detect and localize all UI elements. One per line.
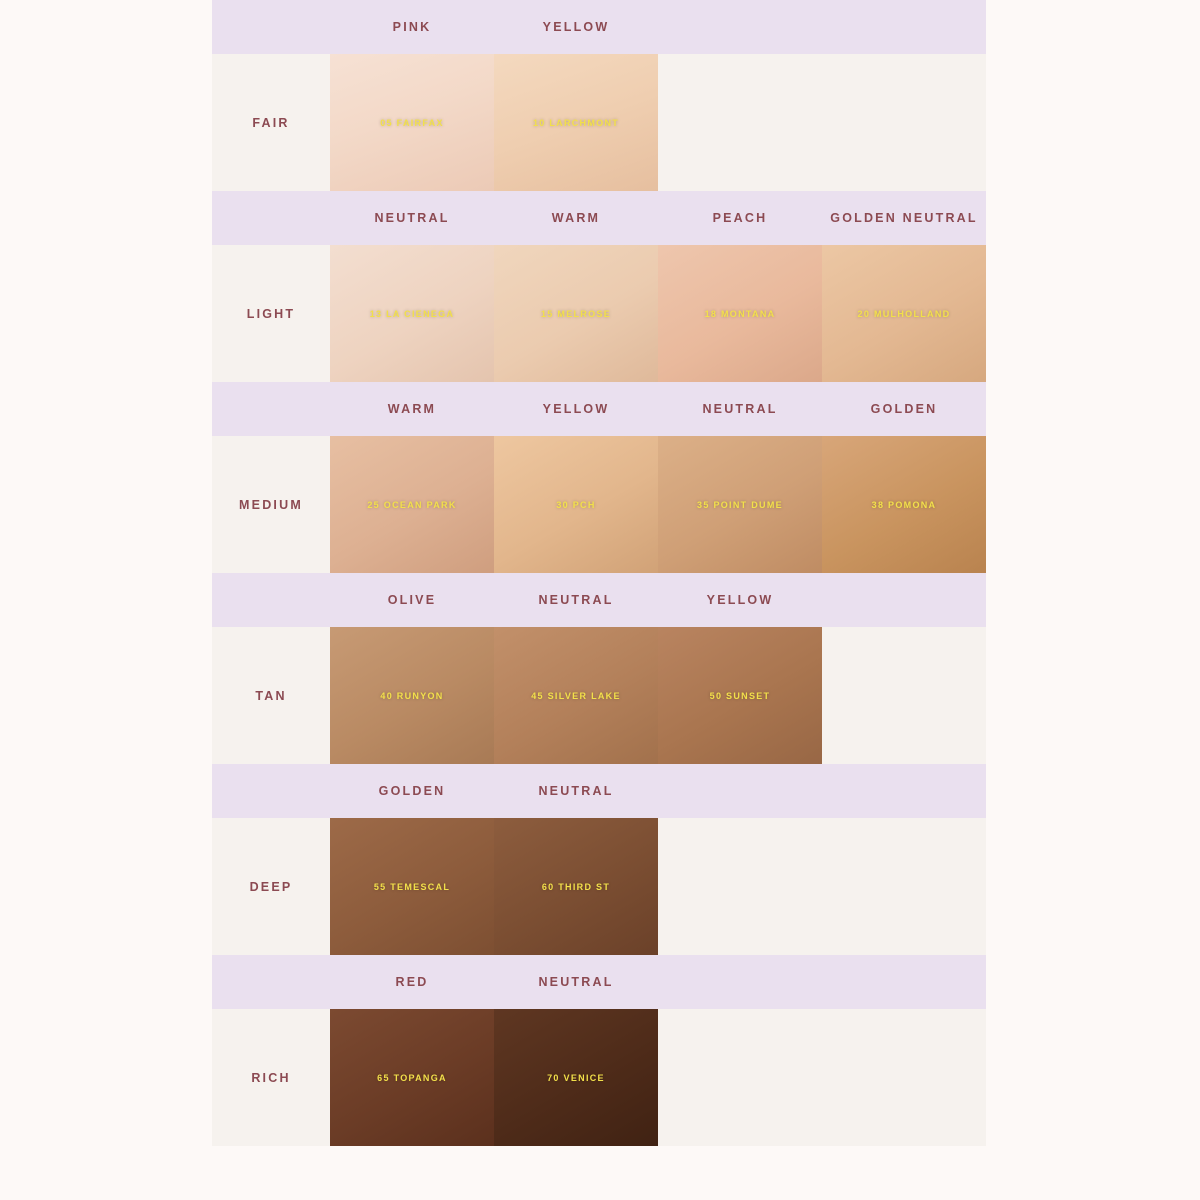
swatch-group-deep	[330, 818, 986, 955]
shade-swatch[interactable]	[822, 245, 986, 382]
shade-name: 60 THIRD ST	[541, 881, 611, 892]
shade-name: 10 LARCHMONT	[532, 117, 620, 128]
empty-space	[658, 818, 986, 955]
undertone-label: NEUTRAL	[538, 593, 614, 607]
shade-swatch[interactable]	[330, 436, 494, 573]
shade-name: 55 TEMESCAL	[373, 881, 451, 892]
undertone-band-rich	[212, 955, 986, 1009]
undertone-label: OLIVE	[387, 593, 437, 607]
undertone-label: NEUTRAL	[538, 975, 614, 989]
shade-name: 35 POINT DUME	[697, 499, 783, 510]
shade-name: 50 SUNSET	[709, 690, 771, 701]
shade-name: 30 PCH	[556, 499, 596, 510]
shade-swatch[interactable]	[494, 627, 658, 764]
shade-swatch[interactable]	[494, 818, 658, 955]
shade-name: 15 MELROSE	[540, 308, 611, 319]
undertone-label: GOLDEN	[378, 784, 446, 798]
shade-name: 65 TOPANGA	[377, 1072, 447, 1083]
swatch-group-tan	[330, 627, 986, 764]
depth-label-medium: MEDIUM	[239, 497, 303, 512]
swatch-group-fair	[330, 54, 986, 191]
shade-name: 25 OCEAN PARK	[367, 499, 457, 510]
swatch-group-medium	[330, 436, 986, 573]
shade-name: 40 RUNYON	[380, 690, 444, 701]
shade-swatch[interactable]	[658, 627, 822, 764]
undertone-label: PINK	[392, 20, 432, 34]
shade-row-rich	[212, 1009, 986, 1146]
shade-swatch[interactable]	[658, 245, 822, 382]
shade-swatch[interactable]	[822, 436, 986, 573]
shade-row-fair	[212, 54, 986, 191]
empty-space	[658, 54, 986, 191]
undertone-label: NEUTRAL	[538, 784, 614, 798]
shade-row-medium	[212, 436, 986, 573]
undertone-label: WARM	[551, 211, 601, 225]
empty-space	[658, 1009, 986, 1146]
shade-swatch[interactable]	[330, 54, 494, 191]
shade-name: 38 POMONA	[871, 499, 937, 510]
undertone-label: GOLDEN NEUTRAL	[830, 211, 978, 225]
undertone-label: YELLOW	[706, 593, 774, 607]
shade-row-deep	[212, 818, 986, 955]
undertone-label: YELLOW	[542, 402, 610, 416]
shade-name: 18 MONTANA	[704, 308, 776, 319]
undertone-band-fair	[212, 0, 986, 54]
shade-swatch[interactable]	[494, 1009, 658, 1146]
shade-name: 45 SILVER LAKE	[531, 690, 621, 701]
undertone-band-light	[212, 191, 986, 245]
undertone-label: NEUTRAL	[702, 402, 778, 416]
shade-swatch[interactable]	[330, 818, 494, 955]
shade-swatch[interactable]	[330, 627, 494, 764]
shade-name: 13 LA CIENEGA	[369, 308, 455, 319]
shade-row-light	[212, 245, 986, 382]
undertone-label: PEACH	[712, 211, 768, 225]
shade-swatch[interactable]	[330, 245, 494, 382]
shade-swatch[interactable]	[658, 436, 822, 573]
swatch-group-light	[330, 245, 986, 382]
empty-space	[822, 627, 986, 764]
shade-name: 70 VENICE	[547, 1072, 605, 1083]
depth-label-light: LIGHT	[246, 306, 296, 321]
undertone-label: WARM	[387, 402, 437, 416]
undertone-label: GOLDEN	[870, 402, 938, 416]
undertone-label: RED	[395, 975, 429, 989]
undertone-label: NEUTRAL	[374, 211, 450, 225]
shade-row-tan	[212, 627, 986, 764]
undertone-label: YELLOW	[542, 20, 610, 34]
depth-label-deep: DEEP	[249, 879, 293, 894]
shade-swatch[interactable]	[494, 245, 658, 382]
shade-name: 05 FAIRFAX	[380, 117, 444, 128]
undertone-band-deep	[212, 764, 986, 818]
depth-label-rich: RICH	[251, 1070, 291, 1085]
shade-swatch[interactable]	[494, 436, 658, 573]
shade-swatch[interactable]	[494, 54, 658, 191]
depth-label-tan: TAN	[255, 688, 287, 703]
swatch-group-rich	[330, 1009, 986, 1146]
depth-label-fair: FAIR	[252, 115, 290, 130]
shade-name: 20 MULHOLLAND	[857, 308, 951, 319]
shade-swatch[interactable]	[330, 1009, 494, 1146]
undertone-band-tan	[212, 573, 986, 627]
undertone-band-medium	[212, 382, 986, 436]
